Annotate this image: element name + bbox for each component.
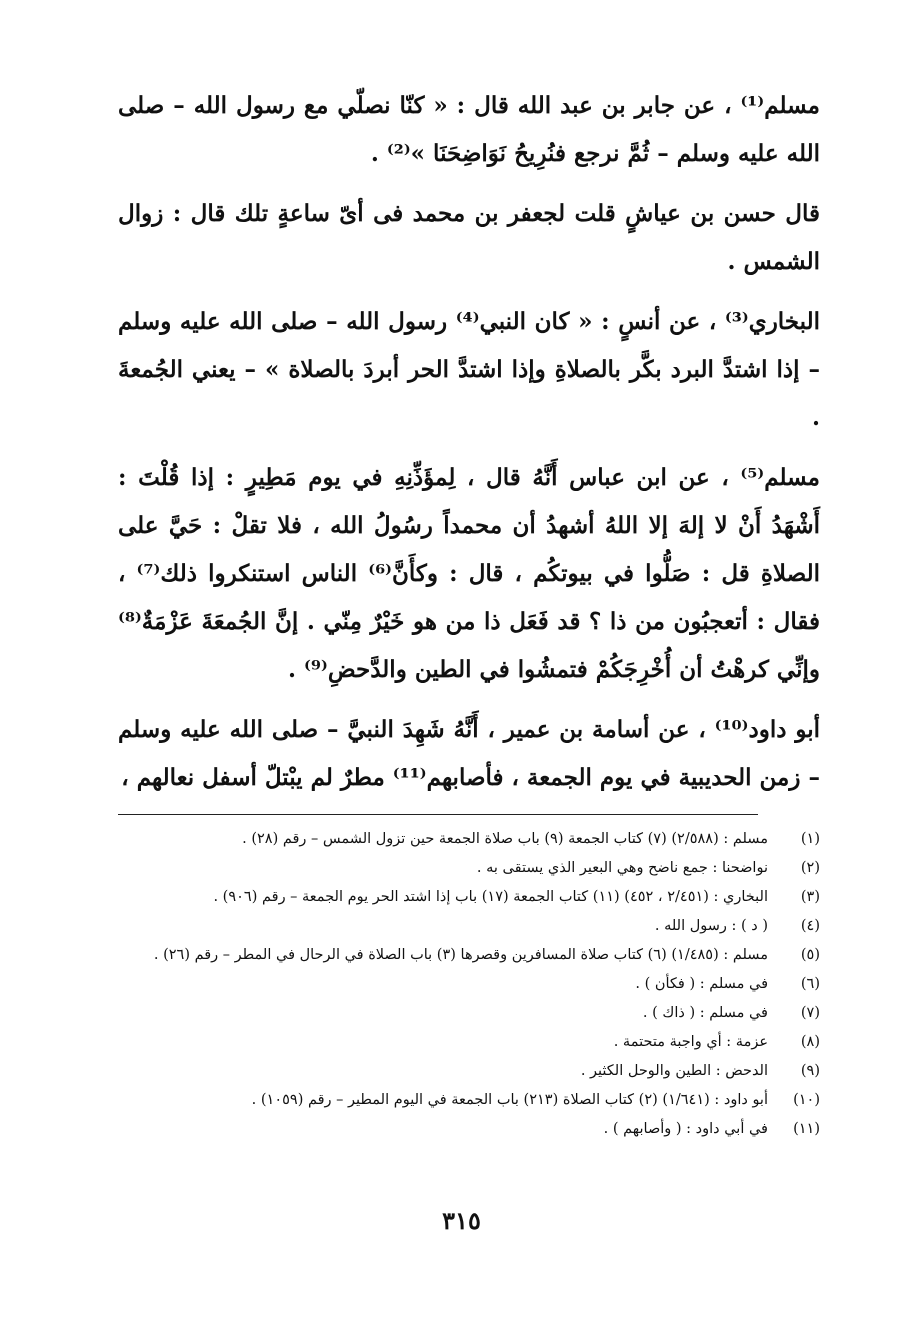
footnote-text: في أبي داود : ( وأصابهم ) . xyxy=(603,1121,768,1137)
footnote-text: الدحض : الطين والوحل الكثير . xyxy=(580,1063,768,1079)
footnote-6 xyxy=(118,970,820,999)
footnote-text: أبو داود : (١/٦٤١) (٢) كتاب الصلاة (٢١٣) باب الجمعة في اليوم المطير – رقم (١٠٥٩) . xyxy=(251,1092,768,1108)
footnote-number: (١٠) xyxy=(793,1092,820,1108)
footnote-number: (٢) xyxy=(800,860,820,876)
footnote-9 xyxy=(118,1057,820,1086)
footnotes xyxy=(118,825,820,1144)
footnote-text: نواضحنا : جمع ناضح وهي البعير الذي يستقى به . xyxy=(476,860,768,876)
page-number: ٣١٥ xyxy=(442,1206,481,1235)
footnote-number: (٧) xyxy=(800,1005,820,1021)
footnote-text: في مسلم : ( ذاك ) . xyxy=(642,1005,768,1021)
footnote-11 xyxy=(118,1115,820,1144)
footnote-3 xyxy=(118,883,820,912)
footnote-number: (٥) xyxy=(800,947,820,963)
footnote-divider xyxy=(118,814,758,815)
footnote-text: مسلم : (١/٤٨٥) (٦) كتاب صلاة المسافرين وقصرها (٣) باب الصلاة في الرحال في المطر – رقم (٢٦) . xyxy=(153,947,768,963)
footnote-number: (٦) xyxy=(800,976,820,992)
footnote-5 xyxy=(118,941,820,970)
footnote-text: ( د ) : رسول الله . xyxy=(654,918,768,934)
footnote-number: (١) xyxy=(800,831,820,847)
footnote-number: (٩) xyxy=(800,1063,820,1079)
paragraph-4: مسلم⁽⁵⁾ ، عن ابن عباس أَنَّهُ قال ، لِمؤَذِّنِهِ في يوم مَطِيرٍ : إذا قُلْتَ : أَشْهَدُ أَنْ لا إلهَ إلا اللهُ أشهدُ أن محمداً رسُولُ الله ، فلا تقلْ : حَيَّ على الصلاةِ قل : صَلُّوا في بيوتكُم ، قال : وكأَنَّ⁽⁶⁾ الناس استنكروا ذلك⁽⁷⁾ ، فقال : أتعجبُون من ذا ؟ قد فَعَل ذا من هو خَيْرٌ مِنّي . إنَّ الجُمعَةَ عَزْمَةٌ⁽⁸⁾ وإنِّي كرهْتُ أن أُخْرِجَكُمْ فتمشُوا في الطين والدَّحضِ⁽⁹⁾ . xyxy=(118,464,821,683)
footnote-7 xyxy=(118,999,820,1028)
page-body xyxy=(118,82,820,1144)
paragraph-3: البخاري⁽³⁾ ، عن أنسٍ : « كان النبي⁽⁴⁾ رسول الله – صلى الله عليه وسلم – إذا اشتدَّ البرد بكَّر بالصلاةِ وإذا اشتدَّ الحر أبردَ بالصلاة » – يعني الجُمعةَ . xyxy=(118,308,820,431)
footnote-8 xyxy=(118,1028,820,1057)
footnote-10 xyxy=(118,1086,820,1115)
footnote-text: عزمة : أي واجبة متحتمة . xyxy=(613,1034,768,1050)
paragraph-5: أبو داود⁽¹⁰⁾ ، عن أسامة بن عمير ، أَنَّهُ شَهِدَ النبيَّ – صلى الله عليه وسلم – زمن الحديبية في يوم الجمعة ، فأصابهم⁽¹¹⁾ مطرٌ لم يبْتلّ أسفل نعالهم ، xyxy=(118,716,821,791)
paragraph-1: مسلم⁽¹⁾ ، عن جابر بن عبد الله قال : « كنّا نصلّي مع رسول الله – صلى الله عليه وسلم – ثُمَّ نرجع فنُرِيحُ نَوَاضِحَنَا »⁽²⁾ . xyxy=(118,92,820,167)
footnote-4 xyxy=(118,912,820,941)
footnote-number: (٤) xyxy=(800,918,820,934)
footnote-text: في مسلم : ( فكأن ) . xyxy=(635,976,768,992)
footnote-text: مسلم : (٢/٥٨٨) (٧) كتاب الجمعة (٩) باب صلاة الجمعة حين تزول الشمس – رقم (٢٨) . xyxy=(242,831,768,847)
paragraph-2: قال حسن بن عياشٍ قلت لجعفر بن محمد فى أىّ ساعةٍ تلك قال : زوال الشمس . xyxy=(118,200,820,275)
footnote-number: (٨) xyxy=(800,1034,820,1050)
footnote-1 xyxy=(118,825,820,854)
footnote-number: (٣) xyxy=(800,889,820,905)
footnote-text: البخاري : (٢/٤٥١ ، ٤٥٢) (١١) كتاب الجمعة (١٧) باب إذا اشتد الحر يوم الجمعة – رقم (٩٠٦) . xyxy=(213,889,768,905)
footnote-2 xyxy=(118,854,820,883)
footnote-number: (١١) xyxy=(793,1121,820,1137)
